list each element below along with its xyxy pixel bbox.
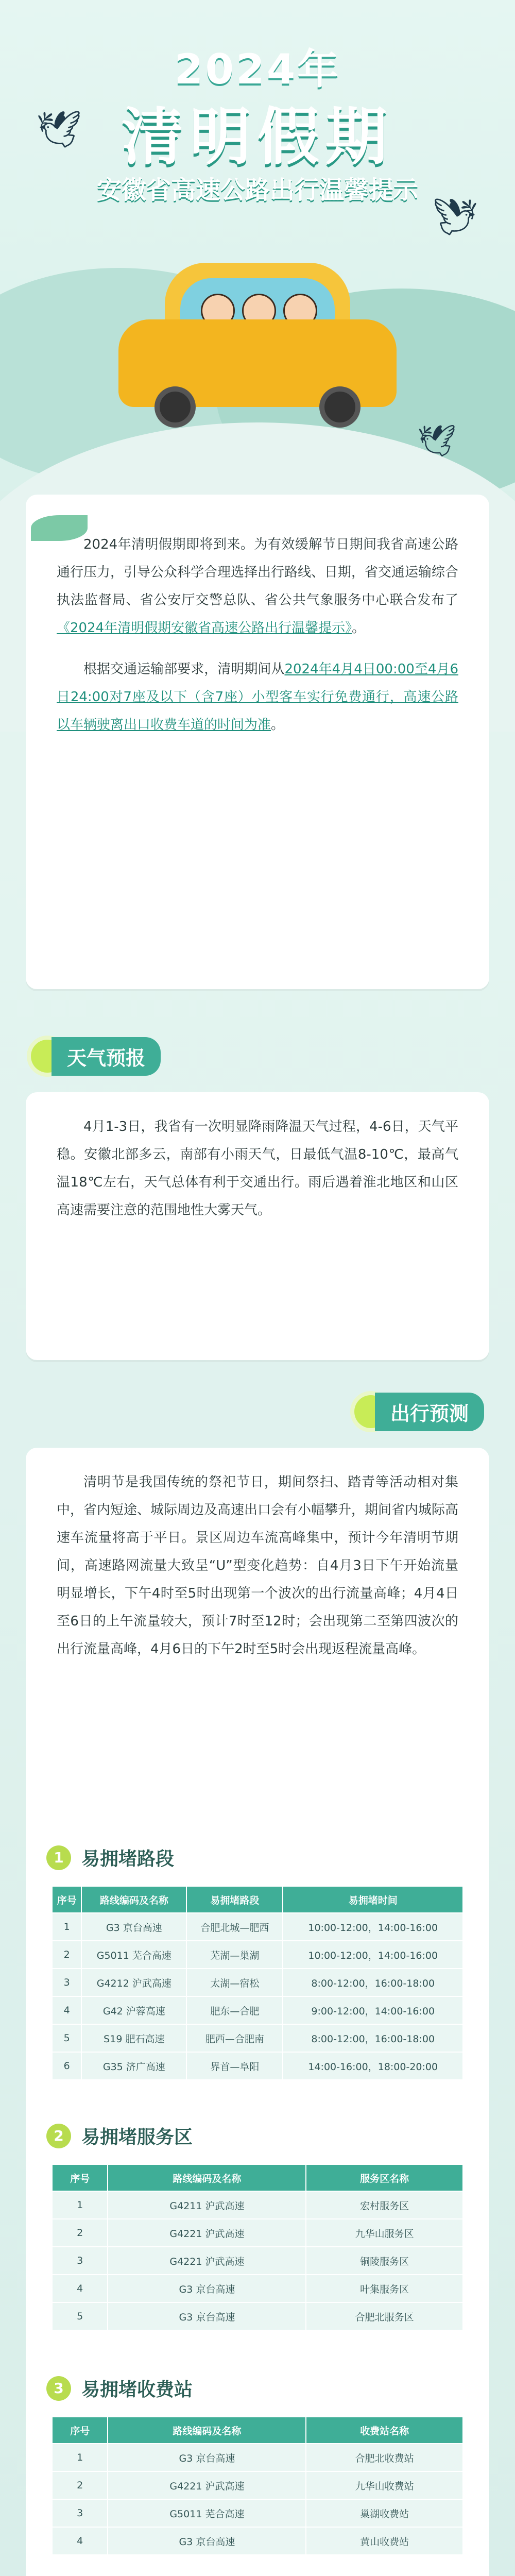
table-header-cell: 路线编码及名称 (108, 2164, 306, 2191)
intro-card (26, 495, 489, 989)
table-cell: 九华山服务区 (306, 2219, 463, 2247)
table-cell: G4212 沪武高速 (81, 1969, 186, 1996)
table-cell: 5 (52, 2302, 108, 2330)
car-illustration (118, 258, 397, 428)
table-header-cell: 序号 (52, 2417, 108, 2444)
intro-paragraph-2 (57, 655, 458, 739)
table-cell: 8:00-12:00，16:00-18:00 (283, 2024, 463, 2052)
table-cell: 5 (52, 2024, 81, 2052)
table-cell: 肥西—合肥南 (186, 2024, 283, 2052)
congested-roads-table (52, 1886, 464, 2080)
table-header-cell: 易拥堵时间 (283, 1886, 463, 1913)
table-cell: 1 (52, 2444, 108, 2471)
forecast-heading: 出行预测 (375, 1393, 484, 1431)
table-cell: 10:00-12:00，14:00-16:00 (283, 1913, 463, 1941)
table-cell: 4 (52, 2275, 108, 2302)
table-header-cell: 序号 (52, 1886, 81, 1913)
table-cell: 14:00-16:00，18:00-20:00 (283, 2052, 463, 2080)
table-cell: 4 (52, 1996, 81, 2024)
table-row (52, 2471, 463, 2499)
table-cell: 合肥北服务区 (306, 2302, 463, 2330)
table-cell: S19 肥石高速 (81, 2024, 186, 2052)
service-areas-table (52, 2164, 464, 2331)
table-row (52, 2527, 463, 2555)
table-cell: 黄山收费站 (306, 2527, 463, 2555)
intro-text: 。 (271, 717, 285, 733)
subsection-title: 易拥堵收费站 (81, 2379, 193, 2400)
table-header-cell: 易拥堵路段 (186, 1886, 283, 1913)
page-title: 清明假期 (122, 101, 393, 173)
intro-text: 根据交通运输部要求，清明期间从 (83, 662, 285, 677)
table-cell: G35 济广高速 (81, 2052, 186, 2080)
subsection-number: 3 (46, 2376, 71, 2401)
table-cell: 2 (52, 1941, 81, 1969)
table-row (52, 2247, 463, 2275)
table-cell: G3 京台高速 (108, 2302, 306, 2330)
weather-section-header (31, 1036, 161, 1077)
wheel-icon (319, 386, 360, 428)
subsection-number: 1 (46, 1845, 71, 1870)
table-row (52, 1913, 463, 1941)
intro-text: 。 (352, 620, 366, 636)
swallow-icon: 🕊 (417, 423, 457, 459)
table-cell: 1 (52, 1913, 81, 1941)
table-cell: 4 (52, 2527, 108, 2555)
table-cell: G4221 沪武高速 (108, 2219, 306, 2247)
table-cell: G3 京台高速 (81, 1913, 186, 1941)
table-cell: 九华山收费站 (306, 2471, 463, 2499)
table-cell: 8:00-12:00，16:00-18:00 (283, 1969, 463, 1996)
table-cell: 2 (52, 2471, 108, 2499)
table-cell: 合肥北城—肥西 (186, 1913, 283, 1941)
table-cell: G4221 沪武高速 (108, 2471, 306, 2499)
table-header-cell: 服务区名称 (306, 2164, 463, 2191)
table-cell: 3 (52, 2499, 108, 2527)
table-header-cell: 路线编码及名称 (81, 1886, 186, 1913)
toll-stations-table (52, 2416, 464, 2555)
table-cell: G3 京台高速 (108, 2527, 306, 2555)
swallow-icon: 🕊 (36, 108, 82, 150)
table-header-cell: 序号 (52, 2164, 108, 2191)
table-row (52, 1969, 463, 1996)
table-header-cell: 路线编码及名称 (108, 2417, 306, 2444)
table-row (52, 2444, 463, 2471)
table-cell: 巢湖收费站 (306, 2499, 463, 2527)
table-cell: 10:00-12:00，14:00-16:00 (283, 1941, 463, 1969)
intro-paragraph-1 (57, 531, 458, 642)
table-cell: 芜湖—巢湖 (186, 1941, 283, 1969)
table-cell: 太湖—宿松 (186, 1969, 283, 1996)
intro-text: 2024年清明假期即将到来。为有效缓解节日期间我省高速公路通行压力，引导公众科学合理选择出行路线、日期，省交通运输综合执法监督局、省公安厅交警总队、省公共气象服务中心联合发布了 (57, 537, 459, 608)
table-cell: G3 京台高速 (108, 2444, 306, 2471)
header-year: 2024年 (174, 45, 341, 93)
table-row (52, 1941, 463, 1969)
table-row (52, 2024, 463, 2052)
table-header-cell: 收费站名称 (306, 2417, 463, 2444)
table-cell: 宏村服务区 (306, 2191, 463, 2219)
table-row (52, 2191, 463, 2219)
forecast-text: 清明节是我国传统的祭祀节日，期间祭扫、踏青等活动相对集中，省内短途、城际周边及高速出口会有小幅攀升，期间省内城际高速车流量将高于平日。景区周边车流高峰集中，预计今年清明节期间，高速路网流量大致呈“U”型变化趋势：自4月3日下午开始流量明显增长，下午4时至5时出现第一个波次的出行流量高峰；4月4日至6日的上午流量较大，预计7时至12时；会出现第二至第四波次的出行流量高峰，4月6日的下午2时至5时会出现返程流量高峰。 (57, 1475, 459, 1657)
table-row (52, 2219, 463, 2247)
table-cell: 铜陵服务区 (306, 2247, 463, 2275)
table-row (52, 1996, 463, 2024)
table-cell: 3 (52, 1969, 81, 1996)
table-cell: 2 (52, 2219, 108, 2247)
weather-text: 4月1-3日，我省有一次明显降雨降温天气过程，4-6日，天气平稳。安徽北部多云，南部有小雨天气，日最低气温8-10℃，最高气温18℃左右，天气总体有利于交通出行。雨后遇着淮北地区和山区高速需要注意的范围地性大雾天气。 (57, 1119, 458, 1218)
subsection-title: 易拥堵服务区 (81, 2127, 193, 2148)
intro-highlight: 2024年4月4日00:00至4月6日24:00对7座及以下（含7座）小型客车实行免费通行，高速公路以车辆驶离出口收费车道的时间为准 (57, 662, 458, 733)
table-row (52, 2499, 463, 2527)
swallow-icon: 🕊 (433, 196, 478, 238)
page-subtitle: 安徽省高速公路出行温馨提示 (96, 176, 418, 205)
table-cell: G42 沪蓉高速 (81, 1996, 186, 2024)
table-cell: G5011 芜合高速 (81, 1941, 186, 1969)
service-areas-subheader (46, 2123, 193, 2149)
intro-link: 《2024年清明假期安徽省高速公路出行温馨提示》 (57, 620, 352, 636)
table-cell: 6 (52, 2052, 81, 2080)
table-cell: 叶集服务区 (306, 2275, 463, 2302)
table-row (52, 2302, 463, 2330)
table-row (52, 2052, 463, 2080)
table-cell: 界首—阜阳 (186, 2052, 283, 2080)
weather-heading: 天气预报 (52, 1037, 161, 1076)
leaf-icon (31, 515, 88, 541)
table-cell: 3 (52, 2247, 108, 2275)
table-cell: G4221 沪武高速 (108, 2247, 306, 2275)
table-row (52, 2275, 463, 2302)
forecast-section-header (354, 1391, 484, 1432)
subsection-number: 2 (46, 2124, 71, 2148)
table-cell: G5011 芜合高速 (108, 2499, 306, 2527)
table-cell: G3 京台高速 (108, 2275, 306, 2302)
toll-stations-subheader (46, 2375, 193, 2401)
wheel-icon (154, 386, 196, 428)
table-cell: 合肥北收费站 (306, 2444, 463, 2471)
congested-roads-subheader (46, 1844, 174, 1871)
table-cell: G4211 沪武高速 (108, 2191, 306, 2219)
table-cell: 9:00-12:00，14:00-16:00 (283, 1996, 463, 2024)
weather-card (26, 1092, 489, 1360)
table-cell: 肥东—合肥 (186, 1996, 283, 2024)
table-cell: 1 (52, 2191, 108, 2219)
subsection-title: 易拥堵路段 (81, 1849, 175, 1870)
